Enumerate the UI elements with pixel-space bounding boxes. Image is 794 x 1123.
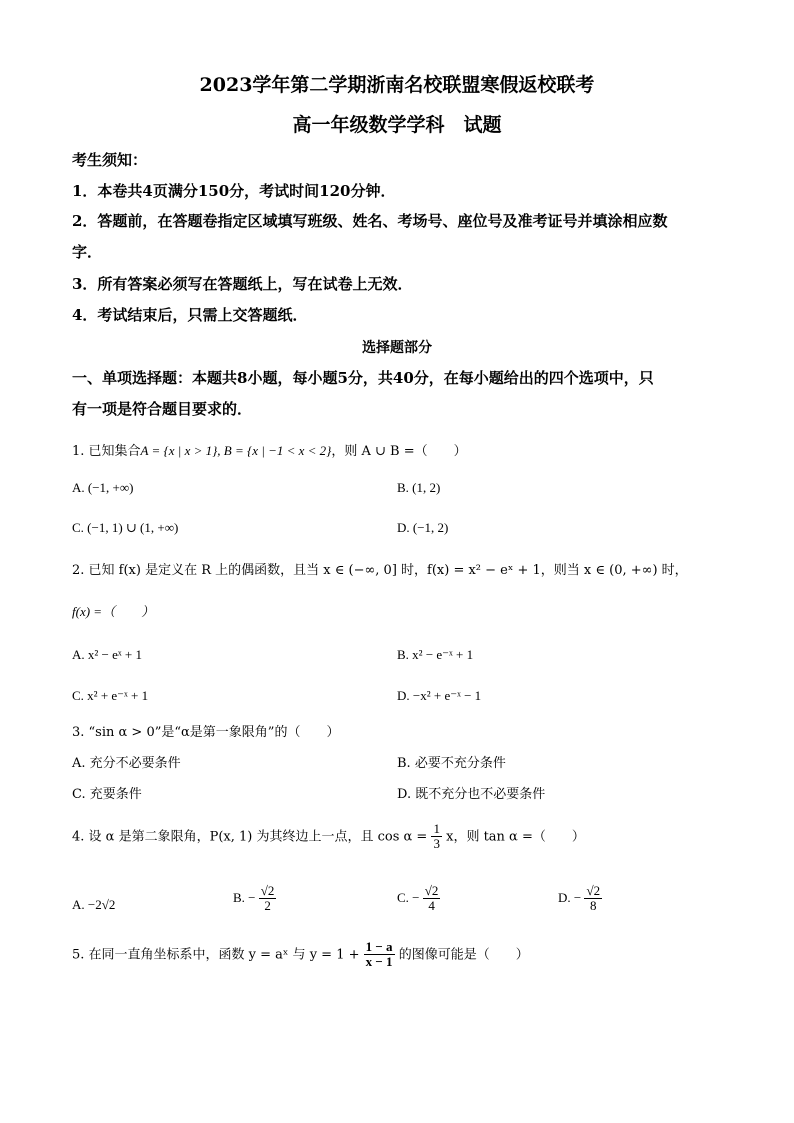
q4-stem: [72, 822, 585, 852]
notice-item-4: 4．考试结束后，只需上交答题纸．: [72, 306, 308, 324]
notice-item-2-cont: 字．: [72, 243, 103, 261]
q4-option-c-num: √2: [424, 883, 439, 898]
q2-option-a: A. x² − eˣ + 1: [72, 647, 142, 662]
notice-item-3: 3．所有答案必须写在答题纸上，写在试卷上无效．: [72, 275, 413, 293]
q3-option-b: B. 必要不充分条件: [397, 756, 506, 771]
q4-frac-den: 3: [433, 836, 440, 852]
q2-stem-line2: f(x) =（ ）: [72, 604, 155, 619]
q1-suffix: ，则 A ∪ B =（ ）: [331, 444, 467, 459]
exam-title: 2023学年第二学期浙南名校联盟寒假返校联考: [199, 74, 595, 96]
q1-set-expr: A = {x | x > 1}, B = {x | −1 < x < 2}: [140, 443, 332, 458]
q4-stem-b: x，则 tan α =（ ）: [446, 829, 585, 845]
q4-option-c-fraction: [423, 884, 441, 914]
q4-stem-a: 4. 设 α 是第二象限角，P(x, 1) 为其终边上一点，且 cos α =: [72, 829, 428, 845]
q1-stem: [72, 444, 467, 458]
q4-option-b-den: 2: [264, 898, 271, 914]
q4-option-d-fraction: [584, 884, 602, 914]
q3-stem: 3. “sin α > 0”是“α是第一象限角”的（ ）: [72, 725, 340, 740]
q4-option-c-label: C. −: [397, 889, 420, 905]
q5-stem: [72, 940, 529, 970]
q5-frac-num: 1 − a: [365, 939, 393, 954]
q4-option-b-num: √2: [260, 883, 275, 898]
q4-option-b-label: B. −: [233, 889, 256, 905]
q3-option-a: A. 充分不必要条件: [72, 756, 181, 771]
q4-option-b-fraction: [259, 884, 277, 914]
q2-option-d: D. −x² + e⁻ˣ − 1: [397, 688, 482, 703]
q5-stem-a: 5. 在同一直角坐标系中，函数 y = aˣ 与 y = 1 +: [72, 947, 360, 963]
q4-option-d-num: √2: [586, 883, 601, 898]
q5-frac-den: x − 1: [365, 954, 393, 970]
section-instruction-1: 一、单项选择题：本题共8小题，每小题5分，共40分，在每小题给出的四个选项中，只: [72, 369, 654, 387]
notice-item-2: 2．答题前，在答题卷指定区域填写班级、姓名、考场号、座位号及准考证号并填涂相应数: [72, 212, 668, 230]
part-title: 选择题部分: [362, 340, 432, 356]
q3-option-d: D. 既不充分也不必要条件: [397, 787, 546, 802]
q4-option-d: [558, 884, 602, 914]
notice-heading: 考生须知：: [72, 151, 148, 169]
q1-option-d: D. (−1, 2): [397, 520, 449, 535]
q1-prefix: 1. 已知集合: [72, 444, 141, 459]
q1-option-b: B. (1, 2): [397, 480, 441, 495]
q4-option-b: [233, 884, 276, 914]
q1-option-a: A. (−1, +∞): [72, 480, 134, 495]
q4-fraction: [431, 822, 442, 852]
q3-option-c: C. 充要条件: [72, 787, 142, 802]
q4-option-a: A. −2√2: [72, 897, 116, 912]
exam-subtitle: 高一年级数学学科 试题: [292, 114, 502, 136]
q2-stem-line1: 2. 已知 f(x) 是定义在 R 上的偶函数，且当 x ∈ (−∞, 0] 时，f(x) = x² − eˣ + 1，则当 x ∈ (0, +∞) 时，: [72, 563, 688, 578]
q5-stem-b: 的图像可能是（ ）: [398, 947, 529, 963]
section-instruction-2: 有一项是符合题目要求的．: [72, 400, 253, 418]
q2-option-b: B. x² − e⁻ˣ + 1: [397, 647, 474, 662]
q2-option-c: C. x² + e⁻ˣ + 1: [72, 688, 149, 703]
notice-item-1: 1．本卷共4页满分150分，考试时间120分钟．: [72, 182, 396, 200]
q4-frac-num: 1: [433, 821, 440, 836]
q5-fraction: [364, 940, 395, 970]
q4-option-d-label: D. −: [558, 889, 582, 905]
q4-option-d-den: 8: [590, 898, 597, 914]
q4-option-c: [397, 884, 440, 914]
q1-option-c: C. (−1, 1) ∪ (1, +∞): [72, 520, 179, 535]
q4-option-c-den: 4: [428, 898, 435, 914]
